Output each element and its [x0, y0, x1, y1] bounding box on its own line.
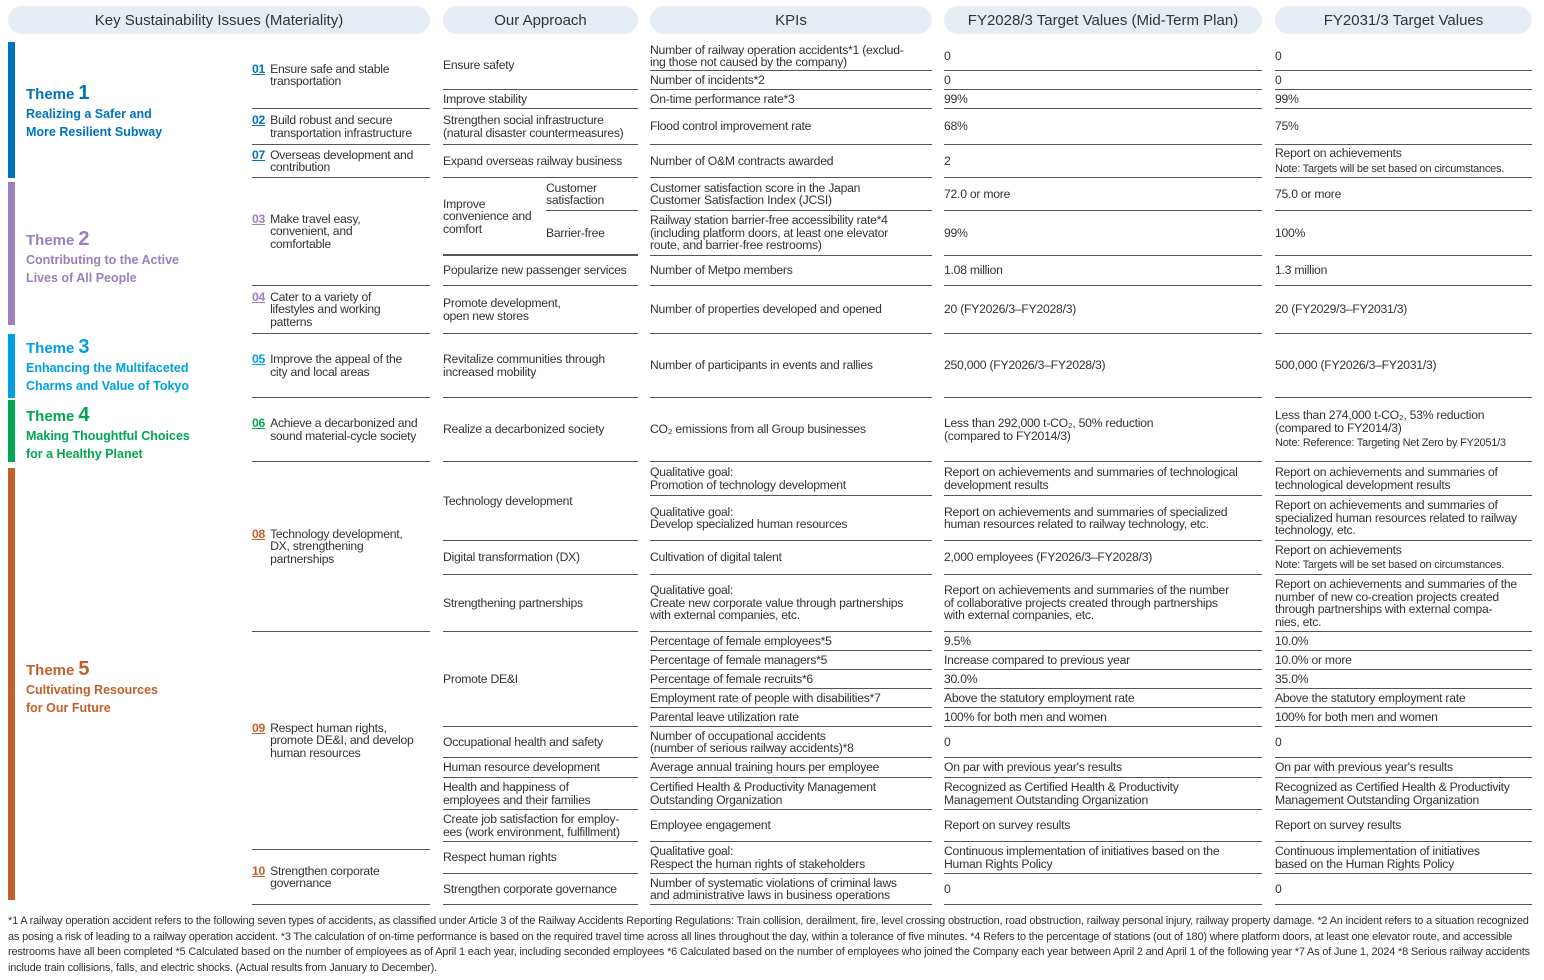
approach-item: Respect human rights [443, 842, 638, 874]
fy2028-target-cell: Increase compared to previous year [944, 651, 1262, 670]
divider [443, 254, 638, 256]
fy2031-note: Note: Targets will be set based on circumstances. [1275, 162, 1505, 175]
fy2028-target-cell: 20 (FY2026/3–FY2028/3) [944, 286, 1262, 334]
fy2031-value: Report on survey results [1275, 818, 1402, 833]
fy2028-target-cell: Above the statutory employment rate [944, 689, 1262, 708]
materiality-content [252, 149, 413, 174]
fy2031-target-cell [1275, 211, 1532, 256]
materiality-number: 08 [252, 526, 266, 541]
materiality-item [252, 178, 430, 286]
fy2028-target-cell: 0 [944, 71, 1262, 90]
kpi-cell: Cultivation of digital talent [650, 541, 932, 575]
fy2031-value: Report on achievements [1275, 542, 1402, 557]
materiality-number: 10 [252, 863, 266, 878]
approach-item: Create job satisfaction for employ- ees (work environment, fulfillment) [443, 810, 638, 842]
approach-item: Technology development [443, 462, 638, 541]
fy2028-target-cell: Report on achievements and summaries of the number of collaborative projects created through partnerships with external companies, etc. [944, 575, 1262, 632]
approach-item: Strengthen social infrastructure (natural disaster countermeasures) [443, 109, 638, 145]
materiality-item [252, 850, 430, 905]
fy2028-target-cell: 100% for both men and women [944, 708, 1262, 727]
theme-number: 1 [78, 82, 90, 104]
approach-item: Expand overseas railway business [443, 145, 638, 178]
approach-item: Improve stability [443, 90, 638, 109]
kpi-cell: Qualitative goal: Develop specialized human resources [650, 496, 932, 541]
fy2031-target-cell [1275, 575, 1532, 632]
theme-color-bar [8, 182, 15, 325]
materiality-number: 01 [252, 61, 266, 76]
fy2028-target-cell: 2 [944, 145, 1262, 178]
materiality-text: Improve the appeal of the city and local areas [270, 352, 403, 379]
fy2031-value: 0 [1275, 734, 1282, 749]
approach-item: Popularize new passenger services [443, 256, 638, 286]
fy2031-value: 0 [1275, 48, 1282, 63]
kpi-cell: Average annual training hours per employee [650, 758, 932, 778]
theme-word: Theme [26, 340, 75, 357]
fy2031-note: Note: Targets will be set based on circumstances. [1275, 559, 1505, 571]
kpi-cell: Employee engagement [650, 810, 932, 842]
materiality-item [252, 632, 430, 850]
theme-word: Theme [26, 232, 75, 249]
theme-title: Enhancing the Multifaceted Charms and Value of Tokyo [26, 361, 190, 393]
fy2031-value: Report on achievements and summaries of specialized human resources related to railway technology, etc. [1275, 498, 1517, 538]
materiality-text: Ensure safe and stable transportation [270, 61, 390, 88]
materiality-number: 05 [252, 352, 266, 366]
approach-item: Revitalize communities through increased mobility [443, 334, 638, 398]
theme-word: Theme [26, 408, 75, 425]
materiality-text: Cater to a variety of lifestyles and working patterns [270, 289, 381, 329]
materiality-text: Achieve a decarbonized and sound material-cycle society [270, 416, 418, 443]
materiality-content [252, 114, 412, 139]
approach-item: Improve convenience and comfort [443, 178, 546, 256]
kpi-cell: CO₂ emissions from all Group businesses [650, 398, 932, 462]
fy2031-target-cell [1275, 145, 1532, 178]
materiality-item [252, 334, 430, 398]
fy2031-value: On par with previous year's results [1275, 760, 1453, 775]
fy2028-target-cell: On par with previous year's results [944, 758, 1262, 778]
fy2028-target-cell: Less than 292,000 t-CO₂, 50% reduction (compared to FY2014/3) [944, 398, 1262, 462]
fy2031-target-cell [1275, 670, 1532, 689]
fy2031-target-cell [1275, 334, 1532, 398]
theme-color-bar [8, 400, 15, 462]
materiality-number: 06 [252, 416, 266, 430]
fy2028-target-cell: 99% [944, 211, 1262, 256]
fy2031-value: 0 [1275, 881, 1282, 896]
materiality-content [252, 417, 417, 442]
fy2031-target-cell [1275, 778, 1532, 810]
fy2031-target-cell [1275, 462, 1532, 496]
header-fy2028: FY2028/3 Target Values (Mid-Term Plan) [944, 6, 1262, 34]
fy2028-target-cell: Report on achievements and summaries of specialized human resources related to railway technology, etc. [944, 496, 1262, 541]
sub-approach-item: Barrier-free [546, 226, 605, 241]
fy2028-target-cell: 250,000 (FY2026/3–FY2028/3) [944, 334, 1262, 398]
theme-1-label [26, 82, 162, 141]
theme-number: 5 [78, 658, 90, 680]
materiality-item [252, 462, 430, 632]
approach-item: Ensure safety [443, 42, 638, 90]
fy2031-target-cell [1275, 90, 1532, 109]
materiality-content [252, 63, 389, 88]
kpi-cell: Percentage of female employees*5 [650, 632, 932, 651]
theme-title: Making Thoughtful Choices for a Healthy Planet [26, 429, 190, 461]
fy2031-target-cell [1275, 398, 1532, 462]
theme-2-label [26, 228, 179, 287]
theme-title: Cultivating Resources for Our Future [26, 683, 158, 715]
sub-approach-item: Customer satisfaction [546, 178, 638, 211]
materiality-item [252, 42, 430, 109]
approach-item: Realize a decarbonized society [443, 398, 638, 462]
kpi-cell: Qualitative goal: Create new corporate value through partnerships with external companies, etc. [650, 575, 932, 632]
theme-number: 3 [78, 336, 90, 358]
materiality-number: 04 [252, 289, 266, 304]
fy2031-target-cell [1275, 42, 1532, 71]
fy2028-target-cell: Recognized as Certified Health & Productivity Management Outstanding Organization [944, 778, 1262, 810]
footnotes: *1 A railway operation accident refers to the following seven types of accidents, as classified under Article 3 of the Railway Accidents Reporting Regulations: Train collision, derailment, fire, level crossing obstruction, road obstruction, railway personal injury, railway property damage. *2 An incident refers to a situation recognized as posing a risk of leading to a railway operation accident. *3 The calculation of on-time performance is based on the required travel time across all lines throughout the day, within a tolerance of five minutes. *4 Refers to the percentage of stations (out of 180) where platform doors, at least one elevator route, and accessible restrooms have all been completed *5 Calculated based on the number of employees as of April 1 each year, including seconded employees *6 Calculated based on the number of employees who joined the Company each year between April 2 and April 1 of the following year *7 As of June 1, 2024 *8 Serious railway accidents include train collisions, falls, and electric shocks. (Actual results from January to December). [8, 915, 1530, 974]
fy2031-target-cell [1275, 842, 1532, 874]
fy2028-target-cell: Report on achievements and summaries of technological development results [944, 462, 1262, 496]
theme-color-bar [8, 42, 15, 178]
fy2031-target-cell [1275, 708, 1532, 727]
materiality-text: Respect human rights, promote DE&I, and develop human resources [270, 720, 414, 760]
materiality-item [252, 398, 430, 462]
header-fy2031: FY2031/3 Target Values [1275, 6, 1532, 34]
kpi-cell: Number of participants in events and rallies [650, 334, 932, 398]
approach-item: Promote development, open new stores [443, 286, 638, 334]
materiality-number: 02 [252, 113, 266, 127]
materiality-text: Build robust and secure transportation infrastructure [270, 113, 412, 140]
fy2031-target-cell [1275, 874, 1532, 905]
kpi-cell: Number of occupational accidents (number of serious railway accidents)*8 [650, 727, 932, 758]
kpi-cell: Number of incidents*2 [650, 71, 932, 90]
approach-item: Human resource development [443, 758, 638, 778]
header-approach: Our Approach [443, 6, 638, 34]
materiality-item [252, 286, 430, 334]
approach-item: Strengthen corporate governance [443, 874, 638, 905]
kpi-cell: Number of Metpo members [650, 256, 932, 286]
approach-item: Strengthening partnerships [443, 575, 638, 632]
kpi-cell: Customer satisfaction score in the Japan Customer Satisfaction Index (JCSI) [650, 178, 932, 211]
kpi-cell: Number of systematic violations of criminal laws and administrative laws in business operations [650, 874, 932, 905]
materiality-content [252, 865, 380, 890]
fy2031-target-cell [1275, 727, 1532, 758]
fy2031-value: 99% [1275, 91, 1299, 106]
fy2031-target-cell [1275, 496, 1532, 541]
theme-3-label [26, 336, 189, 395]
header-materiality: Key Sustainability Issues (Materiality) [8, 6, 430, 34]
materiality-text: Overseas development and contribution [270, 147, 414, 174]
fy2028-target-cell: 0 [944, 42, 1262, 71]
materiality-text: Make travel easy, convenient, and comfortable [270, 211, 361, 251]
fy2031-value: 100% for both men and women [1275, 709, 1438, 724]
fy2031-target-cell [1275, 178, 1532, 211]
fy2031-value: Report on achievements and summaries of the number of new co-creation projects created through partnerships with external compa- nies, etc. [1275, 577, 1517, 629]
fy2031-value: 10.0% or more [1275, 652, 1352, 667]
theme-title: Realizing a Safer and More Resilient Subway [26, 107, 163, 139]
fy2028-target-cell: 30.0% [944, 670, 1262, 689]
fy2031-value: Recognized as Certified Health & Productivity Management Outstanding Organization [1275, 780, 1510, 807]
fy2031-value: 35.0% [1275, 671, 1309, 686]
kpi-cell: Number of railway operation accidents*1 (exclud- ing those not caused by the company) [650, 42, 932, 71]
fy2031-target-cell [1275, 286, 1532, 334]
fy2031-value: Report on achievements [1275, 146, 1402, 160]
fy2031-value: 75% [1275, 119, 1299, 134]
theme-4-label [26, 404, 190, 463]
materiality-item [252, 145, 430, 178]
fy2028-target-cell: 0 [944, 874, 1262, 905]
materiality-content [252, 213, 360, 251]
materiality-item [252, 109, 430, 145]
approach-item: Occupational health and safety [443, 727, 638, 758]
kpi-cell: Flood control improvement rate [650, 109, 932, 145]
kpi-cell: Qualitative goal: Respect the human rights of stakeholders [650, 842, 932, 874]
fy2031-value: 0 [1275, 72, 1282, 87]
kpi-cell: Number of properties developed and opened [650, 286, 932, 334]
fy2031-value: Report on achievements and summaries of technological development results [1275, 465, 1498, 492]
theme-word: Theme [26, 662, 75, 679]
materiality-text: Technology development, DX, strengthening partnerships [270, 526, 403, 566]
theme-number: 4 [78, 404, 90, 426]
materiality-content [252, 722, 414, 760]
theme-title: Contributing to the Active Lives of All People [26, 253, 179, 285]
fy2031-target-cell [1275, 810, 1532, 842]
fy2031-target-cell [1275, 71, 1532, 90]
fy2028-target-cell: 99% [944, 90, 1262, 109]
fy2028-target-cell: 72.0 or more [944, 178, 1262, 211]
fy2028-target-cell: Continuous implementation of initiatives based on the Human Rights Policy [944, 842, 1262, 874]
kpi-cell: On-time performance rate*3 [650, 90, 932, 109]
fy2028-target-cell: 9.5% [944, 632, 1262, 651]
theme-color-bar [8, 468, 15, 900]
fy2031-target-cell [1275, 109, 1532, 145]
fy2031-value: 500,000 (FY2026/3–FY2031/3) [1275, 358, 1437, 373]
fy2028-target-cell: 0 [944, 727, 1262, 758]
fy2028-target-cell: 68% [944, 109, 1262, 145]
fy2031-value: 1.3 million [1275, 263, 1328, 278]
fy2028-target-cell: 1.08 million [944, 256, 1262, 286]
kpi-cell: Employment rate of people with disabilities*7 [650, 689, 932, 708]
kpi-cell: Qualitative goal: Promotion of technology development [650, 462, 932, 496]
materiality-content [252, 291, 380, 329]
fy2028-target-cell: Report on survey results [944, 810, 1262, 842]
kpi-cell: Railway station barrier-free accessibility rate*4 (including platform doors, at least one elevator route, and barrier-free restrooms) [650, 211, 932, 256]
approach-item: Digital transformation (DX) [443, 541, 638, 575]
fy2031-target-cell [1275, 758, 1532, 778]
materiality-number: 03 [252, 211, 266, 226]
fy2031-value: Continuous implementation of initiatives based on the Human Rights Policy [1275, 844, 1480, 871]
fy2031-value: 100% [1275, 225, 1306, 240]
kpi-cell: Parental leave utilization rate [650, 708, 932, 727]
materiality-content [252, 528, 403, 566]
materiality-text: Strengthen corporate governance [270, 863, 380, 890]
fy2031-value: 10.0% [1275, 633, 1309, 648]
materiality-content [252, 353, 402, 378]
theme-5-label [26, 658, 158, 717]
theme-number: 2 [78, 228, 90, 250]
fy2028-target-cell: 2,000 employees (FY2026/3–FY2028/3) [944, 541, 1262, 575]
kpi-cell: Certified Health & Productivity Management Outstanding Organization [650, 778, 932, 810]
fy2031-note: Note: Reference: Targeting Net Zero by FY2051/3 [1275, 437, 1506, 450]
fy2031-target-cell [1275, 632, 1532, 651]
materiality-number: 07 [252, 147, 266, 162]
approach-item: Health and happiness of employees and their families [443, 778, 638, 810]
theme-word: Theme [26, 86, 75, 103]
fy2031-value: 75.0 or more [1275, 186, 1342, 201]
fy2031-value: Above the statutory employment rate [1275, 690, 1466, 705]
fy2031-target-cell [1275, 651, 1532, 670]
fy2031-target-cell [1275, 256, 1532, 286]
kpi-cell: Percentage of female managers*5 [650, 651, 932, 670]
fy2031-target-cell [1275, 541, 1532, 575]
materiality-number: 09 [252, 720, 266, 735]
header-kpis: KPIs [650, 6, 932, 34]
theme-color-bar [8, 334, 15, 398]
fy2031-value: 20 (FY2029/3–FY2031/3) [1275, 302, 1408, 317]
kpi-cell: Number of O&M contracts awarded [650, 145, 932, 178]
approach-item: Promote DE&I [443, 632, 638, 727]
fy2031-value: Less than 274,000 t-CO₂, 53% reduction (compared to FY2014/3) [1275, 408, 1485, 435]
kpi-cell: Percentage of female recruits*6 [650, 670, 932, 689]
fy2031-target-cell [1275, 689, 1532, 708]
